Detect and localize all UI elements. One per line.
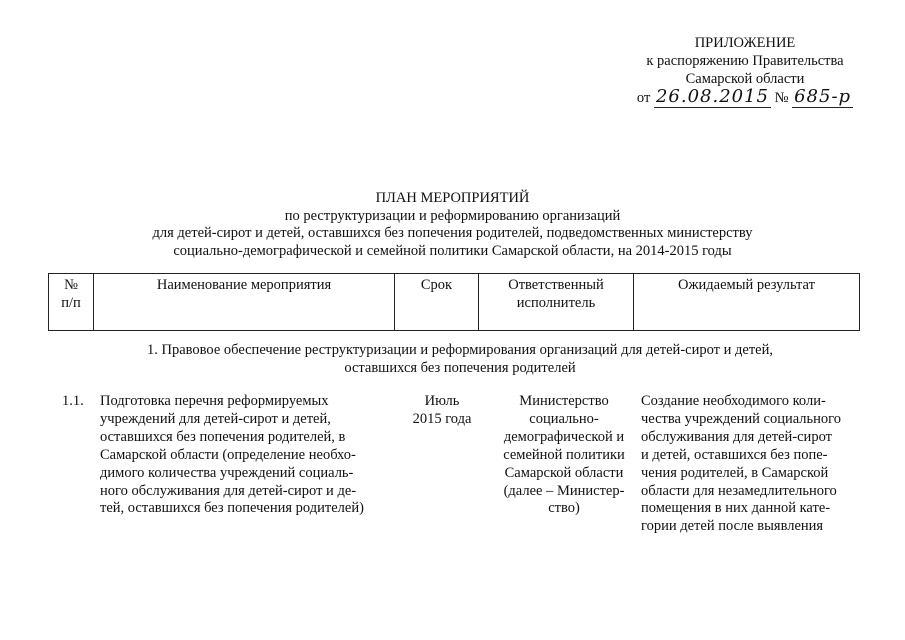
row-responsible-line: демографической и [503, 428, 625, 445]
row-responsible-line: (далее – Министер- [503, 482, 625, 499]
row-name-line: оставшихся без попечения родителей, в [100, 428, 346, 445]
plan-subtitle-1: по реструктуризации и реформированию организаций [284, 207, 621, 224]
row-name-line: Самарской области (определение необхо- [100, 446, 356, 463]
row-result-line: помещения в них данной кате- [641, 500, 831, 517]
row-number: 1.1. [62, 393, 84, 409]
header-number [49, 274, 94, 331]
number-prefix: № [774, 90, 789, 106]
appendix-title: ПРИЛОЖЕНИЕ [694, 35, 796, 51]
appendix-line-1: к распоряжению Правительства [646, 53, 844, 69]
row-responsible-line: Министерство [519, 393, 609, 409]
header-result: Ожидаемый результат [634, 274, 860, 331]
row-responsible-line: семейной политики [503, 446, 625, 463]
row-name [100, 393, 386, 518]
row-term-line-1: Июль [424, 393, 460, 409]
header-responsible-line-2: исполнитель [516, 294, 596, 311]
row-result-line: области для незамедлительного [641, 482, 837, 499]
row-responsible-line: ство) [548, 500, 580, 517]
row-result-line: чества учреждений социального [641, 410, 842, 427]
row-name-line: димого количества учреждений социаль- [100, 464, 354, 481]
section-title-line-1: 1. Правовое обеспечение реструктуризации и реформирования организаций для детей-сирот и детей, [147, 342, 773, 358]
row-name-line: тей, оставшихся без попечения родителей) [100, 500, 364, 517]
appendix-block [600, 34, 890, 107]
row-name-line: Подготовка перечня реформируемых [100, 393, 329, 409]
plan-title-block [0, 190, 905, 260]
appendix-line-2: Самарской области [685, 71, 805, 87]
row-result-line: чения родителей, в Самарской [641, 464, 829, 481]
header-number-line-1: № [64, 277, 78, 293]
section-title-line-2: оставшихся без попечения родителей [344, 359, 576, 376]
row-result-line: обслуживания для детей-сирот [641, 428, 832, 445]
date-prefix: от [636, 90, 651, 106]
row-result-line: гории детей после выявления [641, 518, 824, 535]
header-responsible [479, 274, 634, 331]
row-name-line: учреждений для детей-сирот и детей, [100, 410, 331, 427]
header-row [49, 274, 860, 331]
row-responsible-line: Самарской области [504, 464, 624, 481]
row-result-line: и детей, оставшихся без попе- [641, 446, 828, 463]
header-responsible-line-1: Ответственный [508, 277, 604, 293]
section-title [60, 342, 860, 377]
plan-subtitle-3: социально-демографической и семейной политики Самарской области, на 2014-2015 годы [173, 242, 732, 259]
plan-table-header [48, 273, 860, 331]
plan-title: ПЛАН МЕРОПРИЯТИЙ [375, 190, 530, 206]
header-number-line-2: п/п [61, 294, 81, 311]
row-term-line-2: 2015 года [412, 410, 472, 427]
row-responsible [493, 393, 635, 518]
row-result [641, 393, 857, 536]
row-term [404, 393, 480, 429]
plan-subtitle-2: для детей-сирот и детей, оставшихся без попечения родителей, подведомственных министерству [152, 225, 753, 241]
header-term: Срок [395, 274, 479, 331]
row-responsible-line: социально- [529, 410, 599, 427]
row-result-line: Создание необходимого коли- [641, 393, 826, 409]
row-name-line: ного обслуживания для детей-сирот и де- [100, 482, 357, 499]
handwritten-number: 685-р [794, 86, 852, 107]
header-name: Наименование мероприятия [94, 274, 395, 331]
handwritten-date: 26.08.2015 [655, 86, 770, 107]
appendix-date-line [600, 88, 890, 107]
